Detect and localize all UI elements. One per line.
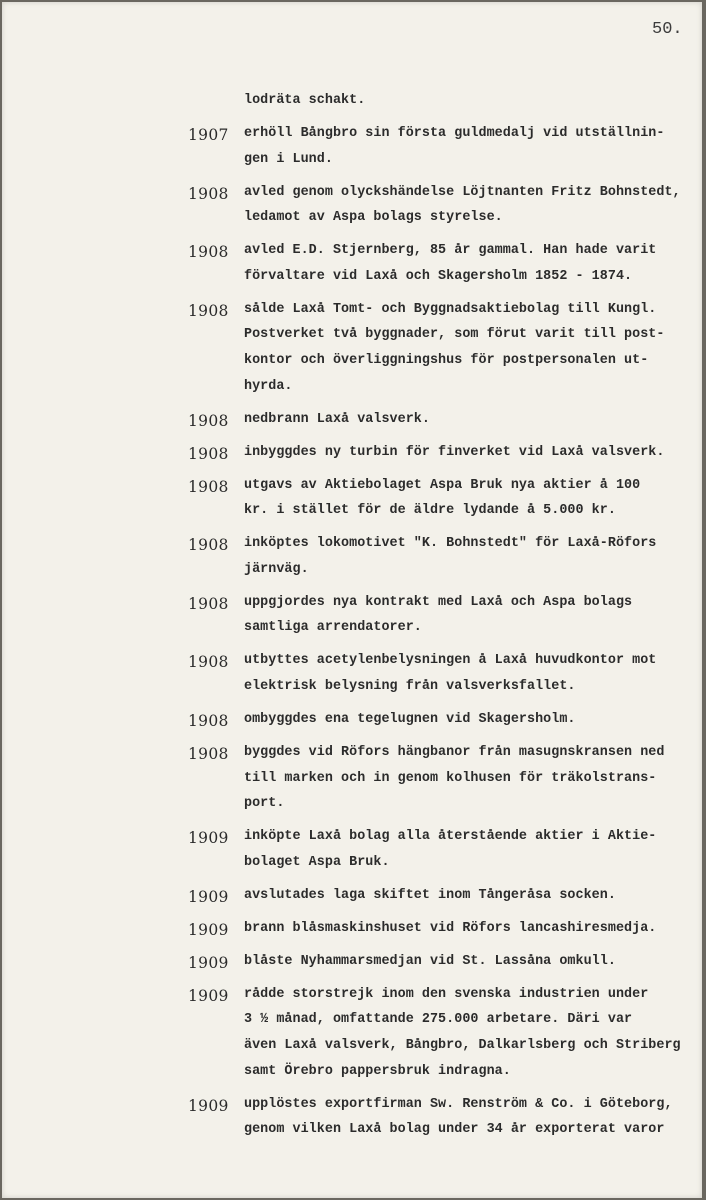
entry-text-line: inköptes lokomotivet "K. Bohnstedt" för Laxå-Röfors [244, 536, 657, 552]
entry-text-line: nedbrann Laxå valsverk. [244, 411, 430, 427]
page-number: 50. [652, 20, 683, 39]
entry-year: 1909 [188, 953, 229, 972]
entry-text-line: upplöstes exportfirman Sw. Renström & Co. i Göteborg, [244, 1096, 673, 1112]
entry-text-line: inköpte Laxå bolag alla återstående aktier i Aktie- [244, 829, 657, 845]
entry-text-line: uppgjordes nya kontrakt med Laxå och Aspa bolags [244, 594, 633, 610]
entry-text-line: avslutades laga skiftet inom Tångeråsa socken. [244, 887, 616, 903]
entry-text-line: genom vilken Laxå bolag under 34 år exporterat varor [244, 1122, 665, 1138]
entry-year: 1908 [188, 184, 229, 203]
entry-year: 1907 [188, 126, 229, 144]
entry-text-line: avled genom olyckshändelse Löjtnanten Fritz Bohnstedt, [244, 184, 681, 200]
entry-text-line: järnväg. [244, 561, 309, 577]
entry-text-line: brann blåsmaskinshuset vid Röfors lancashiresmedja. [244, 920, 657, 936]
entry-text-line: ombyggdes ena tegelugnen vid Skagersholm. [244, 712, 576, 727]
entry-text-line: sålde Laxå Tomt- och Byggnadsaktiebolag till Kungl. [244, 301, 657, 317]
entry-year: 1909 [188, 986, 229, 1005]
entry-text-line: erhöll Bångbro sin första guldmedalj vid utställnin- [244, 126, 665, 141]
entry-year: 1909 [188, 920, 229, 939]
entry-text-line: 3 ½ månad, omfattande 275.000 arbetare. Däri var [244, 1012, 633, 1028]
entry-text-line: inbyggdes ny turbin för finverket vid Laxå valsverk. [244, 444, 665, 460]
entry-year: 1909 [188, 887, 229, 906]
entry-year: 1909 [188, 1096, 229, 1115]
entry-year: 1908 [188, 411, 229, 430]
entry-year: 1908 [188, 301, 229, 320]
entry-year: 1908 [188, 745, 229, 763]
entry-year: 1909 [188, 829, 229, 848]
entry-text-line: samtliga arrendatorer. [244, 620, 422, 636]
entry-year: 1908 [188, 477, 229, 496]
entry-text-line: byggdes vid Röfors hängbanor från masugnskransen ned [244, 745, 665, 760]
entry-text-line: bolaget Aspa Bruk. [244, 854, 390, 870]
document-page [2, 2, 702, 1198]
entry-text-line: utgavs av Aktiebolaget Aspa Bruk nya aktier å 100 [244, 477, 641, 493]
entry-text-line: hyrda. [244, 378, 293, 394]
entry-text-line: kontor och överliggningshus för postpersonalen ut- [244, 352, 649, 368]
entry-text-line: även Laxå valsverk, Bångbro, Dalkarlsberg och Striberg [244, 1037, 681, 1053]
entry-text-line: rådde storstrejk inom den svenska industrien under [244, 986, 649, 1002]
entry-year: 1908 [188, 243, 229, 262]
entry-text-line: blåste Nyhammarsmedjan vid St. Lassåna omkull. [244, 953, 616, 969]
entry-text-line: kr. i stället för de äldre lydande å 5.000 kr. [244, 503, 616, 519]
entry-text-line: elektrisk belysning från valsverksfallet. [244, 678, 576, 694]
entry-year: 1908 [188, 712, 229, 730]
entry-year: 1908 [188, 653, 229, 672]
entry-text-line: till marken och in genom kolhusen för träkolstrans- [244, 770, 657, 786]
entry-text-line: lodräta schakt. [244, 93, 366, 108]
entry-text-line: port. [244, 796, 285, 812]
entry-year: 1908 [188, 536, 229, 555]
entry-text-line: gen i Lund. [244, 151, 333, 167]
entry-text-line: Postverket två byggnader, som förut varit till post- [244, 327, 665, 343]
entry-text-line: förvaltare vid Laxå och Skagersholm 1852 - 1874. [244, 268, 633, 284]
entry-text-line: ledamot av Aspa bolags styrelse. [244, 210, 503, 226]
entry-text-line: utbyttes acetylenbelysningen å Laxå huvudkontor mot [244, 653, 657, 669]
entry-year: 1908 [188, 594, 229, 613]
entry-year: 1908 [188, 444, 229, 463]
entry-text-line: avled E.D. Stjernberg, 85 år gammal. Han hade varit [244, 243, 657, 259]
entry-text-line: samt Örebro pappersbruk indragna. [244, 1063, 511, 1079]
